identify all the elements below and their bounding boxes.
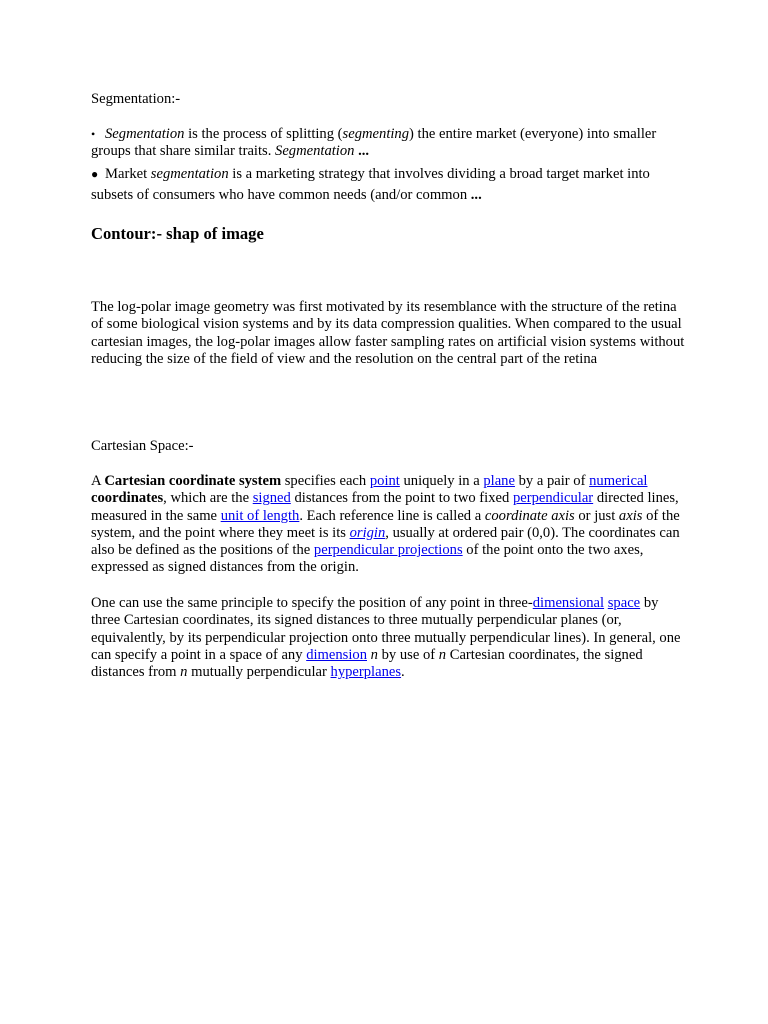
link-unit-of-length[interactable]: unit of length bbox=[220, 507, 300, 524]
segmentation-bullet-2: ● Market segmentation is a marketing strategy that involves dividing a broad target market into subsets of consumers who have common needs (and/or common ... bbox=[91, 166, 650, 203]
segmentation-heading: Segmentation:- bbox=[91, 91, 181, 107]
link-origin[interactable]: origin bbox=[349, 524, 386, 541]
link-plane[interactable]: plane bbox=[483, 473, 515, 489]
segmentation-bullet-1: • Segmentation is the process of splitting (segmenting) the entire market (everyone) into smaller groups that share similar traits. Segmentation ... bbox=[91, 126, 657, 160]
link-perpendicular-projections[interactable]: perpendicular projections bbox=[313, 542, 463, 559]
link-space[interactable]: space bbox=[607, 595, 641, 611]
contour-heading: Contour:- shap of image bbox=[91, 224, 264, 243]
link-point[interactable]: point bbox=[369, 473, 400, 489]
link-numerical[interactable]: numerical bbox=[589, 473, 648, 489]
link-perpendicular[interactable]: perpendicular bbox=[512, 490, 594, 507]
segmentation-term: Segmentation bbox=[105, 126, 185, 142]
logpolar-paragraph: The log-polar image geometry was first motivated by its resemblance with the structure of the retina of some biological vision systems and by its data compression qualities. When compared to the usual cartesian images, the log-polar images allow faster sampling rates on artificial vision systems without reducing the size of the field of view and the resolution on the central part of the retina bbox=[91, 299, 685, 367]
link-hyperplanes[interactable]: hyperplanes bbox=[330, 664, 402, 681]
link-signed[interactable]: signed bbox=[252, 490, 291, 507]
cartesian-paragraph-1: A Cartesian coordinate system specifies each point uniquely in a plane by a pair of numerical coordinates, which are the signed distances from the point to two fixed perpendicular directed lines, measured in the same unit of length. Each reference line is called a coordinate axis or just axis of the system, and the point where they meet is its origin, usually at ordered pair (0,0). The coordinates can also be defined as the positions of the perpendicular projections of the point onto the two axes, expressed as signed distances from the origin. bbox=[91, 473, 680, 576]
link-dimension[interactable]: dimension bbox=[306, 646, 367, 663]
cartesian-heading: Cartesian Space:- bbox=[91, 438, 194, 454]
link-dimensional[interactable]: dimensional bbox=[532, 595, 605, 611]
bullet-dot-icon: ● bbox=[91, 167, 99, 181]
cartesian-paragraph-2: One can use the same principle to specify the position of any point in three-dimensional space by three Cartesian coordinates, its signed distances to three mutually perpendicular planes (or, equivalently, by its perpendicular projection onto three mutually perpendicular lines). In general, one can specify a point in a space of any dimension n by use of n Cartesian coordinates, the signed distances from n mutually perpendicular hyperplanes. bbox=[91, 595, 681, 681]
bullet-dot-icon: • bbox=[91, 127, 96, 141]
